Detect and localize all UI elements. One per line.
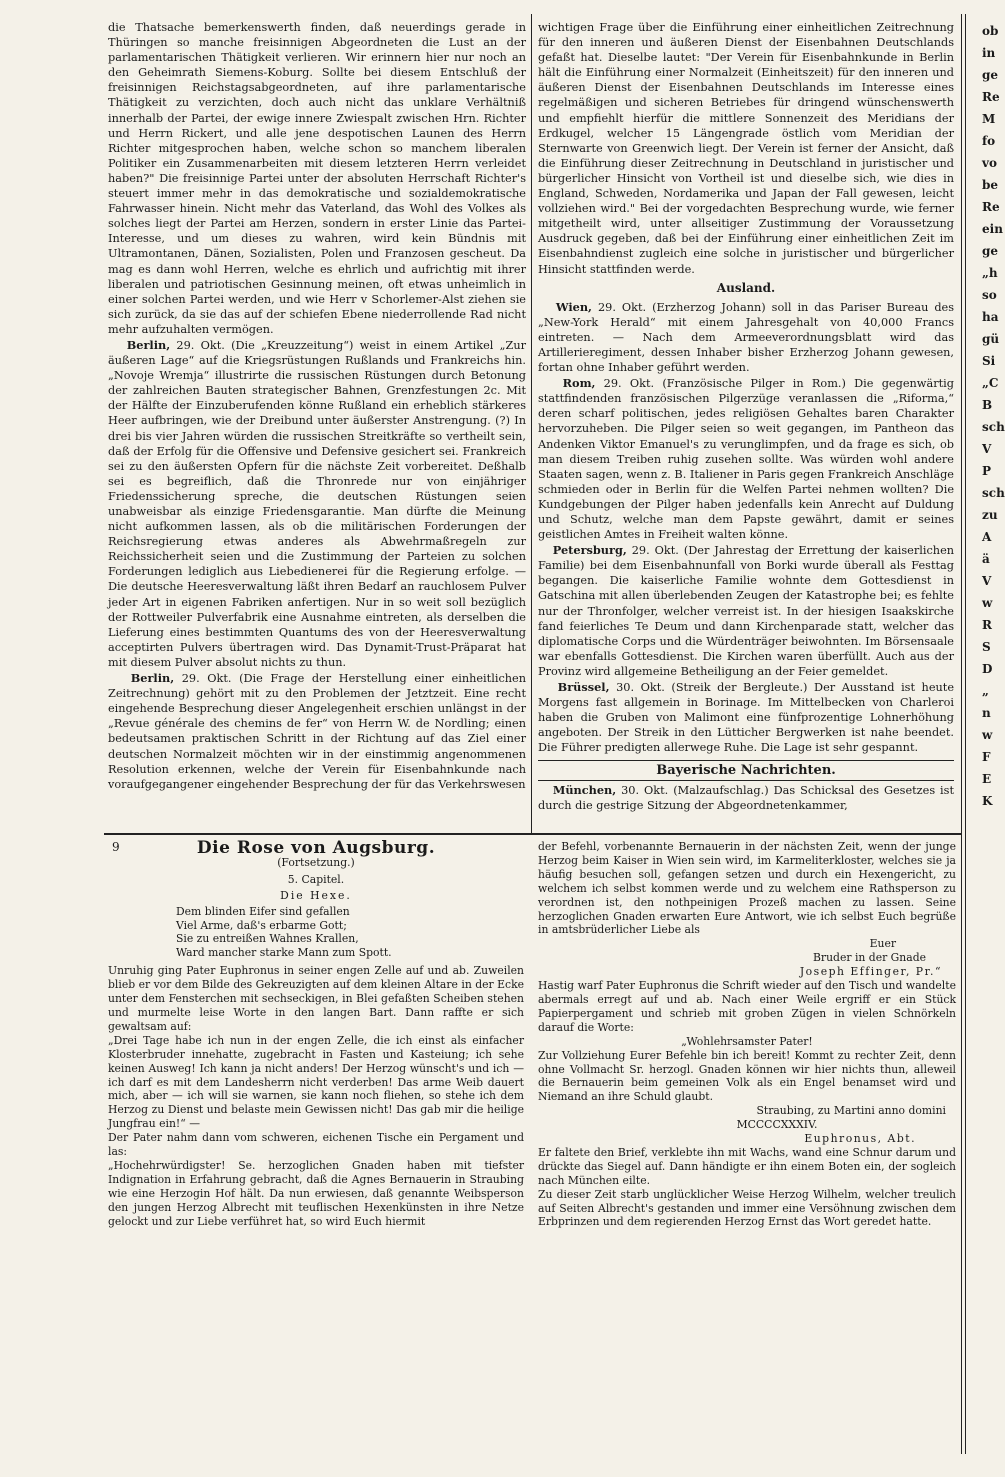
article-muenchen: [538, 783, 954, 813]
story-paragraph: Hastig warf Pater Euphronus die Schrift wieder auf den Tisch und wandelte abermals erregt auf und ab. Nach einer Weile ergriff er ein Stück Papierpergament und schrieb mit groben Zügen in vielen Schnörkeln darauf die Worte:: [538, 979, 956, 1034]
cropped-text-fragment: be: [982, 178, 999, 192]
article-text: (Erzherzog Johann) soll in das Pariser Bureau des „New-York Herald“ mit einem Jahresgehalt von 40,000 Francs eintreten. — Nach dem Armeeverordnungsblatt wird das Artillerieregiment, dessen Inhaber bisher Erzherzog Johann gewesen, fortan ohne Inhaber geführt werden.: [538, 300, 955, 375]
cropped-text-fragment: gü: [982, 332, 1000, 346]
article-text: (Streik der Bergleute.) Der Ausstand ist heute Morgens fast allgemein in Borinage. Im Mittelbecken von Charleroi haben die Gruben von Malimont eine fünfprozentige Lohnerhöhung angeboten. Der Streik in den Lütticher Bergwerken ist nahe beendet. Die Führer predigten allerwege Ruhe. Die Lage ist sehr gespannt.: [538, 681, 955, 755]
letter-signature-name: Joseph Effinger, Pr.“: [799, 965, 942, 979]
section-heading-ausland: Ausland.: [716, 280, 776, 295]
story-paragraph: Der Pater nahm dann vom schweren, eichenen Tische ein Pergament und las:: [108, 1131, 524, 1159]
epigraph-poem: [176, 905, 524, 961]
cropped-text-fragment: ä: [982, 552, 990, 566]
dateline-place: Wien,: [555, 299, 592, 314]
feuilleton-subtitle: (Fortsetzung.): [277, 855, 355, 869]
cropped-text-fragment: vo: [982, 156, 997, 170]
dateline-date: 29. Okt.: [631, 544, 679, 558]
dateline-place: Petersburg,: [552, 543, 627, 558]
chapter-heading: Die Hexe.: [280, 888, 352, 902]
poem-line: Sie zu entreißen Wahnes Krallen,: [176, 932, 359, 946]
cropped-text-fragment: P: [982, 464, 992, 478]
story-paragraph: Unruhig ging Pater Euphronus in seiner engen Zelle auf und ab. Zuweilen blieb er vor dem Bilde des Gekreuzigten auf dem kleinen Altare in der Ecke unter dem Fensterchen mit sechseckigen, in Blei gefaßten Scheiben stehen und murmelte leise Worte in den langen Bart. Dann raffte er sich gewaltsam auf:: [108, 964, 524, 1033]
cropped-text-fragment: V: [982, 574, 992, 588]
column-divider-right: [961, 14, 962, 1454]
cropped-text-fragment: „: [982, 684, 989, 698]
cropped-text-fragment: M: [982, 112, 996, 126]
dateline-place: Rom,: [562, 376, 596, 391]
cropped-text-fragment: ge: [982, 68, 999, 82]
letter-salutation: „Wohlehrsamster Pater!: [681, 1034, 813, 1048]
cropped-text-fragment: ha: [982, 310, 999, 324]
cropped-text-fragment: S: [982, 640, 991, 654]
cropped-text-fragment: ge: [982, 244, 999, 258]
cropped-text-fragment: w: [982, 596, 993, 610]
poem-line: Ward mancher starke Mann zum Spott.: [176, 946, 392, 960]
dateline-date: 30. Okt.: [621, 783, 669, 797]
column-divider-left: [531, 14, 532, 834]
dateline-date: 29. Okt.: [603, 377, 655, 391]
story-paragraph: Er faltete den Brief, verklebte ihn mit Wachs, wand eine Schnur darum und drückte das Siegel auf. Dann händigte er ihn einem Boten ein, der sogleich nach München eilte.: [538, 1145, 956, 1187]
letter-place-date: Straubing, zu Martini anno domini: [756, 1104, 946, 1118]
letter-signature-line: Bruder in der Gnade: [813, 951, 926, 965]
cropped-text-fragment: in: [982, 46, 996, 60]
dateline-date: 29. Okt.: [597, 300, 647, 314]
article-rom: [538, 376, 954, 542]
dateline-date: 29. Okt.: [176, 338, 225, 352]
article-berlin-zeitrechnung: [108, 671, 526, 792]
cropped-text-fragment: B: [982, 398, 993, 412]
cropped-text-fragment: n: [982, 706, 991, 720]
dateline-place: Berlin,: [130, 671, 175, 686]
cropped-text-fragment: sch: [982, 486, 1005, 500]
article-text: (Der Jahrestag der Errettung der kaiserlichen Familie) bei dem Eisenbahnunfall von Borki wurde überall als Festtag begangen. Die kaiserliche Familie wohnte dem Gottesdienst in Gatschina mit allen überlebenden Zeugen der Katastrophe bei; es fehlte nur der Thronfolger, welcher verreist ist. In der hiesigen Isaakskirche fand feierliches Te Deum und dann Kirchenparade statt, welcher das diplomatische Corps und die Würdenträger beiwohnten. Im Börsensaale war ebenfalls Gottesdienst. Die Kirchen waren überfüllt. Auch aus der Provinz wird allgemeine Betheiligung an der Feier gemeldet.: [538, 544, 955, 678]
cropped-text-fragment: D: [982, 662, 993, 676]
cropped-text-fragment: „h: [982, 266, 998, 280]
article-bruessel: [538, 680, 954, 755]
cropped-column-3: [982, 20, 1005, 1460]
chapter-number: 5. Capitel.: [287, 872, 345, 886]
cropped-text-fragment: fo: [982, 134, 996, 148]
dateline-place: München,: [552, 782, 617, 797]
column-divider-right-2: [965, 14, 966, 1454]
cropped-text-fragment: so: [982, 288, 997, 302]
cropped-text-fragment: E: [982, 772, 992, 786]
news-column-1: [108, 20, 526, 832]
cropped-text-fragment: Re: [982, 90, 1000, 104]
story-paragraph: der Befehl, vorbenannte Bernauerin in der nächsten Zeit, wenn der junge Herzog beim Kaiser in Wien sein wird, im Karmeliterkloster, welches sie ja häufig besuchen soll, gefangen setzen und durch ein Hexengericht, zu welchem ich selbst kommen werde und zu welchem eine Rathsperson zu verordnen ist, den nothpeinigen Prozeß machen zu lassen. Seine herzoglichen Gnaden erwarten Eure Antwort, wie ich selbst Euch begrüße in amtsbrüderlicher Liebe als: [538, 840, 956, 937]
cropped-text-fragment: Si: [982, 354, 996, 368]
story-paragraph: Zur Vollziehung Eurer Befehle bin ich bereit! Kommt zu rechter Zeit, denn ohne Vollmacht Sr. herzogl. Gnaden können wir hier nichts thun, alleweil die Bernauerin beim gemeinen Volk als ein Engel benamset wird und Niemand an ihre Schuld glaubt.: [538, 1048, 956, 1104]
feuilleton-rule: [104, 833, 962, 835]
cropped-text-fragment: F: [982, 750, 991, 764]
news-column-2: [538, 20, 954, 832]
dateline-place: Berlin,: [126, 337, 171, 352]
feuilleton-left-column: [108, 840, 524, 1450]
article-petersburg: [538, 543, 954, 679]
cropped-text-fragment: K: [982, 794, 993, 808]
cropped-text-fragment: V: [982, 442, 992, 456]
article-text: (Die Frage der Herstellung einer einheitlichen Zeitrechnung) gehört mit zu den Problemen der Jetztzeit. Eine recht eingehende Besprechung dieser Angelegenheit erschien unlängst in der „Revue générale des chemins de fer“ von Herrn W. de Nordling; einen bedeutsamen praktischen Schritt in der Richtung auf das Ziel einer deutschen Normalzeit möchten wir in der einstimmig angenommenen Resolution erkennen, welche der Verein für Eisenbahnkunde nach voraufgegangener eingehender Besprechung der für das Verkehrswesen: [108, 672, 527, 791]
article-paragraph: wichtigen Frage über die Einführung einer einheitlichen Zeitrechnung für den inneren und äußeren Dienst der Eisenbahnen Deutschlands gefaßt hat. Dieselbe lautet: "Der Verein für Eisenbahnkunde in Berlin hält die Einführung einer Normalzeit (Einheitszeit) für den inneren und äußeren Dienst der Eisenbahnen Deutschlands im Interesse eines regelmäßigen und sicheren Betriebes für dringend wünschenswerth und empfiehlt hierfür die mittlere Sonnenzeit des Meridians der Erdkugel, welcher 15 Längengrade östlich vom Meridian der Sternwarte von Greenwich liegt. Der Verein ist ferner der Ansicht, daß die Einführung dieser Zeitrechnung in Deutschland in juristischer und bürgerlicher Hinsicht von Vortheil ist und dieselbe sich, wie dies in England, Schweden, Nordamerika und Japan der Fall gewesen, leicht vollziehen wird." Bei der vorgedachten Besprechung wurde, wie ferner mitgetheilt wird, unter allseitiger Zustimmung der Voraussetzung Ausdruck gegeben, daß bei der Einführung einer einheitlichen Zeit im Eisenbahndienst zugleich eine solche in juristischer und bürgerlicher Hinsicht stattfinden werde.: [538, 21, 954, 276]
dateline-date: 29. Okt.: [181, 672, 232, 686]
section-banner-bayern: Bayerische Nachrichten.: [538, 760, 954, 781]
letter-closing: Euer: [869, 937, 896, 951]
article-berlin-kreuzzeitung: [108, 338, 526, 670]
cropped-text-fragment: „C: [982, 376, 999, 390]
cropped-text-fragment: ein: [982, 222, 1003, 236]
feuilleton-right-column: [538, 840, 956, 1450]
poem-line: Dem blinden Eifer sind gefallen: [176, 904, 350, 918]
article-text: (Französische Pilger in Rom.) Die gegenwärtig stattfindenden französischen Pilgerzüge veranlassen die „Riforma,“ deren scharf politischen, jedes religiösen Gehaltes baren Charakter hervorzuheben. Die Pilger seien so weit gegangen, im Pantheon das Andenken Viktor Emanuel's zu verunglimpfen, und da frage es sich, ob man diesem Treiben ruhig zusehen sollte. Was würden wohl andere Staaten sagen, wenn z. B. Italiener in Paris gegen Frankreich Anschläge schmieden oder in Berlin für die Welfen Partei nehmen wollten? Die Kundgebungen der Pilger haben jedenfalls kein Anrecht auf Duldung und Schutz, welche man dem Papste gewährt, damit er seines geistlichen Amtes in Freiheit walten könne.: [538, 377, 954, 542]
cropped-text-fragment: zu: [982, 508, 998, 522]
dateline-place: Brüssel,: [557, 680, 610, 695]
cropped-text-fragment: sch: [982, 420, 1005, 434]
cropped-text-fragment: Re: [982, 200, 1000, 214]
article-text: (Die „Kreuzzeitung“) weist in einem Artikel „Zur äußeren Lage“ auf die Kriegsrüstungen Rußlands und Frankreichs hin. „Novoje Wremja“ illustrirte die russischen Rüstungen durch Betonung der zahlreichen Bauten strategischer Bahnen, Grenzfestungen 2c. Mit der Hälfte der Einzuberufenden könne Rußland ein erheblich stärkeres Heer aufbringen, wie der Dreibund unter äußerster Anstrengung. (?) In drei bis vier Jahren würden die russischen Streitkräfte so vertheilt sein, daß der Erfolg für die Offensive und Defensive gesichert sei. Frankreich sei zu den äußersten Opfern für die nächste Zeit vorbereitet. Deßhalb sei es begreiflich, daß die Thronrede nur von einjähriger Friedenssicherung spreche, die deutschen Rüstungen seien unabweisbar als einzige Friedensgarantie. Man dürfte die Meinung nicht aufkommen lassen, als ob die militärischen Forderungen der Reichsregierung etwas anderes als Abwehrmaßregeln zur Reichssicherheit seien und die Zustimmung der Parteien zu solchen Forderungen lediglich aus Liebedienerei für die Regierung erfolge. — Die deutsche Heeresverwaltung läßt ihren Bedarf an rauchlosem Pulver jeder Art in eigenen Fabriken anfertigen. Nur in so weit soll bezüglich der Rottweiler Pulverfabrik eine Ausnahme eintreten, als derselben die Lieferung eines bestimmten Quantums des von der Heeresverwaltung acceptirten Pulvers übertragen wird. Das Dynamit-Trust-Präparat hat mit diesem Pulver absolut nichts zu thun.: [108, 338, 527, 669]
article-text: (Malzaufschlag.) Das Schicksal des Gesetzes ist durch die gestrige Sitzung der Abgeordnetenkammer,: [538, 783, 954, 812]
cropped-text-fragment: ob: [982, 24, 999, 38]
letter-year: MCCCCXXXIV.: [736, 1118, 818, 1132]
dateline-date: 30. Okt.: [616, 681, 665, 695]
page-number: 9: [112, 840, 120, 854]
cropped-text-fragment: A: [982, 530, 992, 544]
feuilleton-title: Die Rose von Augsburg.: [196, 838, 436, 858]
article-wien: [538, 300, 954, 375]
article-paragraph: die Thatsache bemerkenswerth finden, daß neuerdings gerade in Thüringen so manche freisinnigen Abgeordneten die Lust an der parlamentarischen Thätigkeit verlieren. Wir erinnern hier nur noch an den Geheimrath Siemens-Koburg. Sollte bei diesem Entschluß der freisinnigen Reichstagsabgeordneten, auf ihre parlamentarische Thätigkeit zu verzichten, doch auch nicht das unklare Verhältniß innerhalb der Partei, der ewige innere Zwiespalt zwischen Hrn. Richter und Herrn Rickert, und alle jene despotischen Launen des Herrn Richter mitgesprochen haben, welche schon so manchem liberalen Politiker ein Zusammenarbeiten mit diesem letzteren Herrn verleidet haben?" Die freisinnige Partei unter der absoluten Herrschaft Richter's steuert immer mehr in das demokratische und sozialdemokratische Fahrwasser hinein. Nicht mehr das Vaterland, das Wohl des Volkes als solches liegt der Partei am Herzen, sondern in erster Linie das Partei-Interesse, und um dieses zu wahren, wird kein Bündnis mit Ultramontanen, Dänen, Sozialisten, Polen und Franzosen gescheut. Da mag es dann wohl Herren, welche es ehrlich und aufrichtig mit ihrer liberalen und patriotischen Gesinnung meinen, oft etwas unheimlich in einer solchen Partei werden, und wie Herr v Schorlemer-Alst ziehen sie sich zurück, da sie das auf der schiefen Ebene niederrollende Rad nicht mehr aufzuhalten vermögen.: [108, 21, 526, 336]
letter-signature-abbot: Euphronus, Abt.: [804, 1132, 916, 1146]
poem-line: Viel Arme, daß's erbarme Gott;: [176, 918, 347, 932]
cropped-text-fragment: R: [982, 618, 992, 632]
story-paragraph: „Drei Tage habe ich nun in der engen Zelle, die ich einst als einfacher Klosterbruder innehatte, zugebracht in Fasten und Kasteiung; ich sehe keinen Ausweg! Ich kann ja nicht anders! Der Herzog wünscht's und ich — ich darf es mit dem Landesherrn nicht verderben! Das arme Weib dauert mich, aber — ich will sie warnen, sie kann noch fliehen, so stehe ich dem Herzog zu Dienst und belaste mein Gewissen nicht! Das gab mir die heilige Jungfrau ein!“ —: [108, 1033, 524, 1131]
story-paragraph: „Hochehrwürdigster! Se. herzoglichen Gnaden haben mit tiefster Indignation in Erfahrung gebracht, daß die Agnes Bernauerin in Straubing wie eine Herzogin Hof hält. Da nun erwiesen, daß genannte Weibsperson den jungen Herzog Albrecht mit teuflischen Hexenkünsten in ihre Netze gelockt und zur Liebe verführet hat, so wird Euch hiermit: [108, 1158, 524, 1228]
cropped-text-fragment: w: [982, 728, 993, 742]
story-paragraph: Zu dieser Zeit starb unglücklicher Weise Herzog Wilhelm, welcher treulich auf Seiten Albrecht's gestanden und immer eine Versöhnung zwischen dem Erbprinzen und dem regierenden Herzog Ernst das Wort geredet hatte.: [538, 1187, 956, 1229]
